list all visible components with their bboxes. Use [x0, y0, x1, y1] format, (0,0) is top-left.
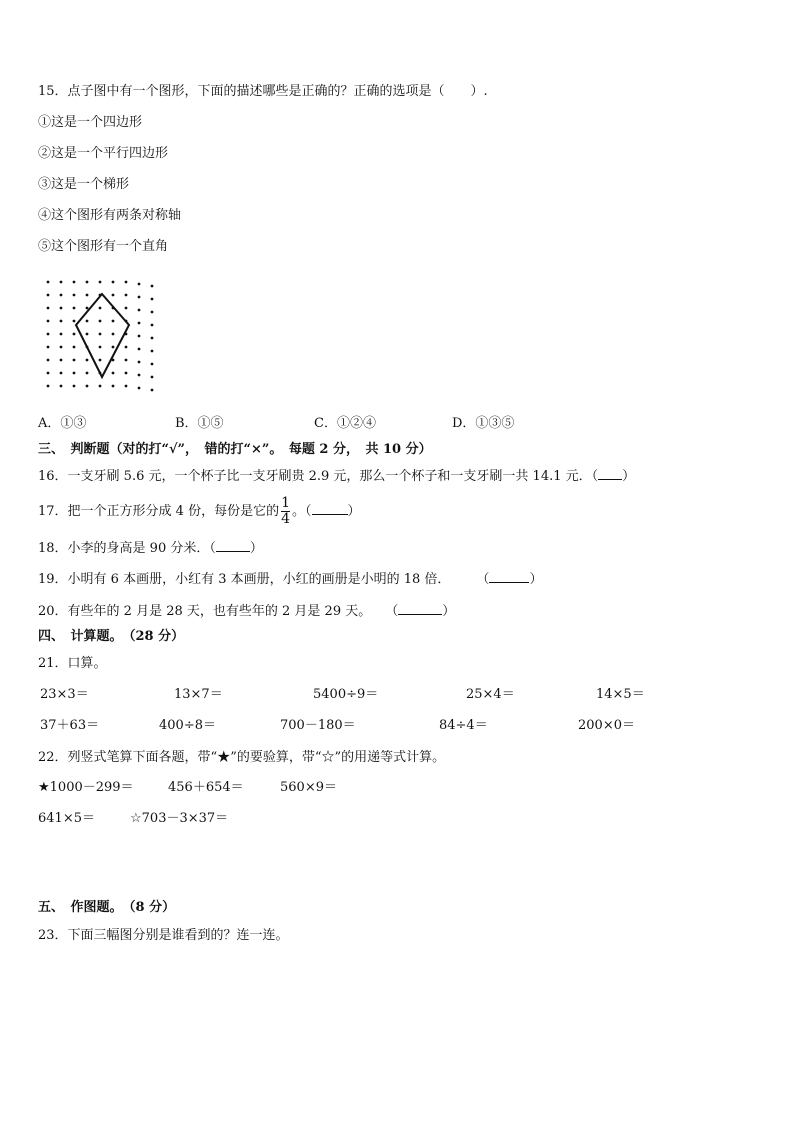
- grid-dot: [73, 372, 76, 375]
- grid-dot: [151, 285, 154, 288]
- q21-item: 84÷4＝: [439, 718, 488, 733]
- grid-dot: [138, 361, 141, 364]
- grid-dot: [47, 333, 50, 336]
- grid-dot: [99, 307, 102, 310]
- section-3-title: 三、 判断题（对的打“√”， 错的打“×”。 每题 2 分， 共 10 分）: [38, 442, 432, 457]
- q20-close: ）: [442, 604, 456, 619]
- grid-dot: [86, 294, 89, 297]
- q21-item: 200×0＝: [578, 718, 635, 733]
- grid-dot: [99, 333, 102, 336]
- grid-dot: [138, 348, 141, 351]
- q18: [38, 541, 263, 557]
- dot-grid-figure: [40, 274, 156, 396]
- grid-dot: [60, 281, 63, 284]
- grid-dot: [151, 363, 154, 366]
- grid-dot: [151, 324, 154, 327]
- grid-dot: [47, 307, 50, 310]
- grid-dot: [99, 281, 102, 284]
- grid-dot: [151, 389, 154, 392]
- q15-statement-5: ⑤这个图形有一个直角: [38, 239, 169, 254]
- q18-text: 18．小李的身高是 90 分米．（: [38, 541, 216, 556]
- q22-item: 641×5＝: [38, 811, 95, 826]
- q16-close: ）: [622, 469, 636, 484]
- q22-stem: 22．列竖式笔算下面各题，带“★”的要验算，带“☆”的用递等式计算。: [38, 750, 446, 765]
- grid-dot: [60, 372, 63, 375]
- q21-item: 23×3＝: [40, 687, 89, 702]
- q19: [38, 572, 542, 588]
- q21-item: 5400÷9＝: [313, 687, 379, 702]
- grid-dot: [47, 294, 50, 297]
- q21-item: 13×7＝: [174, 687, 223, 702]
- q21-item: 37＋63＝: [40, 718, 100, 733]
- q15-statement-3: ③这是一个梯形: [38, 177, 130, 192]
- grid-dot: [60, 346, 63, 349]
- grid-dot: [99, 320, 102, 323]
- q19-open: （: [476, 572, 490, 587]
- grid-dot: [112, 346, 115, 349]
- grid-dot: [112, 385, 115, 388]
- grid-dot: [47, 320, 50, 323]
- grid-dot: [151, 298, 154, 301]
- grid-dot: [60, 294, 63, 297]
- grid-dot: [47, 385, 50, 388]
- q17-answer-blank[interactable]: [312, 514, 348, 515]
- q20: [38, 604, 455, 620]
- grid-dot: [86, 320, 89, 323]
- q15-statement-1: ①这是一个四边形: [38, 115, 143, 130]
- section-5-title: 五、 作图题。 （8 分）: [38, 900, 176, 915]
- grid-dot: [125, 359, 128, 362]
- grid-dot: [138, 309, 141, 312]
- grid-dot: [60, 333, 63, 336]
- grid-dot: [138, 335, 141, 338]
- grid-dot: [125, 307, 128, 310]
- grid-dot: [138, 374, 141, 377]
- grid-dot: [60, 307, 63, 310]
- q22-item: ☆703－3×37＝: [130, 811, 229, 826]
- grid-dot: [86, 307, 89, 310]
- q21-item: 700－180＝: [280, 718, 356, 733]
- grid-dot: [138, 296, 141, 299]
- q19-text: 19．小明有 6 本画册，小红有 3 本画册，小红的画册是小明的 18 倍．: [38, 572, 451, 587]
- grid-dot: [99, 346, 102, 349]
- grid-dot: [86, 372, 89, 375]
- grid-dot: [112, 320, 115, 323]
- q22-item: ★1000－299＝: [38, 780, 134, 795]
- grid-dot: [151, 350, 154, 353]
- q16: [38, 469, 635, 485]
- q22-item: 456＋654＝: [168, 780, 244, 795]
- kite-shape: [76, 294, 129, 377]
- grid-dot: [86, 333, 89, 336]
- grid-dot: [73, 307, 76, 310]
- q22-item: 560×9＝: [280, 780, 337, 795]
- q18-answer-blank[interactable]: [216, 551, 250, 552]
- grid-dot: [73, 385, 76, 388]
- grid-dot: [99, 385, 102, 388]
- grid-dot: [73, 333, 76, 336]
- grid-dot: [151, 376, 154, 379]
- q15-option-a[interactable]: A．①③: [38, 416, 87, 431]
- q21-item: 25×4＝: [466, 687, 515, 702]
- grid-dot: [99, 359, 102, 362]
- q15-statement-2: ②这是一个平行四边形: [38, 146, 169, 161]
- grid-dot: [73, 281, 76, 284]
- grid-dot: [73, 320, 76, 323]
- section-4-title: 四、 计算题。 （28 分）: [38, 629, 185, 644]
- q20-open: （: [385, 604, 399, 619]
- grid-dot: [86, 281, 89, 284]
- q19-close: ）: [529, 572, 543, 587]
- grid-dot: [47, 346, 50, 349]
- grid-dot: [60, 385, 63, 388]
- q16-text: 16．一支牙刷 5.6 元，一个杯子比一支牙刷贵 2.9 元，那么一个杯子和一支牙刷一共 14.1 元．（: [38, 469, 599, 484]
- grid-dot: [86, 385, 89, 388]
- q21-stem: 21．口算。: [38, 656, 107, 671]
- grid-dot: [60, 320, 63, 323]
- grid-dot: [47, 359, 50, 362]
- grid-dot: [138, 322, 141, 325]
- q17-open: 。（: [292, 504, 312, 519]
- grid-dot: [138, 387, 141, 390]
- q19-answer-blank[interactable]: [489, 582, 529, 583]
- q20-answer-blank[interactable]: [398, 614, 442, 615]
- q17-frac-num: 1: [281, 495, 290, 511]
- q15-option-b[interactable]: B．①⑤: [175, 416, 224, 431]
- q15-stem: 15．点子图中有一个图形，下面的描述哪些是正确的？正确的选项是（ ）.: [38, 84, 488, 99]
- grid-dot: [125, 385, 128, 388]
- grid-dot: [112, 372, 115, 375]
- q17: [38, 494, 361, 530]
- grid-dot: [112, 294, 115, 297]
- q18-close: ）: [249, 541, 263, 556]
- grid-dot: [86, 359, 89, 362]
- q17-text: 17．把一个正方形分成 4 份，每份是它的: [38, 504, 280, 519]
- q17-fraction: [281, 496, 290, 527]
- q15-statement-4: ④这个图形有两条对称轴: [38, 208, 182, 223]
- q23-stem: 23．下面三幅图分别是谁看到的？连一连。: [38, 928, 289, 943]
- grid-dot: [73, 359, 76, 362]
- grid-dot: [47, 281, 50, 284]
- q16-answer-blank[interactable]: [598, 479, 622, 480]
- grid-dot: [60, 359, 63, 362]
- grid-dot: [47, 372, 50, 375]
- q15-option-d[interactable]: D．①③⑤: [452, 416, 515, 431]
- grid-dot: [151, 337, 154, 340]
- q20-text: 20．有些年的 2 月是 28 天，也有些年的 2 月是 29 天。: [38, 604, 372, 619]
- grid-dot: [138, 283, 141, 286]
- grid-dot: [125, 372, 128, 375]
- grid-dot: [112, 281, 115, 284]
- q21-item: 14×5＝: [596, 687, 645, 702]
- q17-close: ）: [347, 504, 361, 519]
- grid-dot: [73, 294, 76, 297]
- grid-dot: [112, 333, 115, 336]
- q15-option-c[interactable]: C．①②④: [314, 416, 376, 431]
- grid-dot: [125, 281, 128, 284]
- q21-item: 400÷8＝: [159, 718, 216, 733]
- q17-frac-den: 4: [281, 511, 290, 527]
- grid-dot: [125, 294, 128, 297]
- grid-dot: [125, 346, 128, 349]
- grid-dot: [151, 311, 154, 314]
- grid-dot: [73, 346, 76, 349]
